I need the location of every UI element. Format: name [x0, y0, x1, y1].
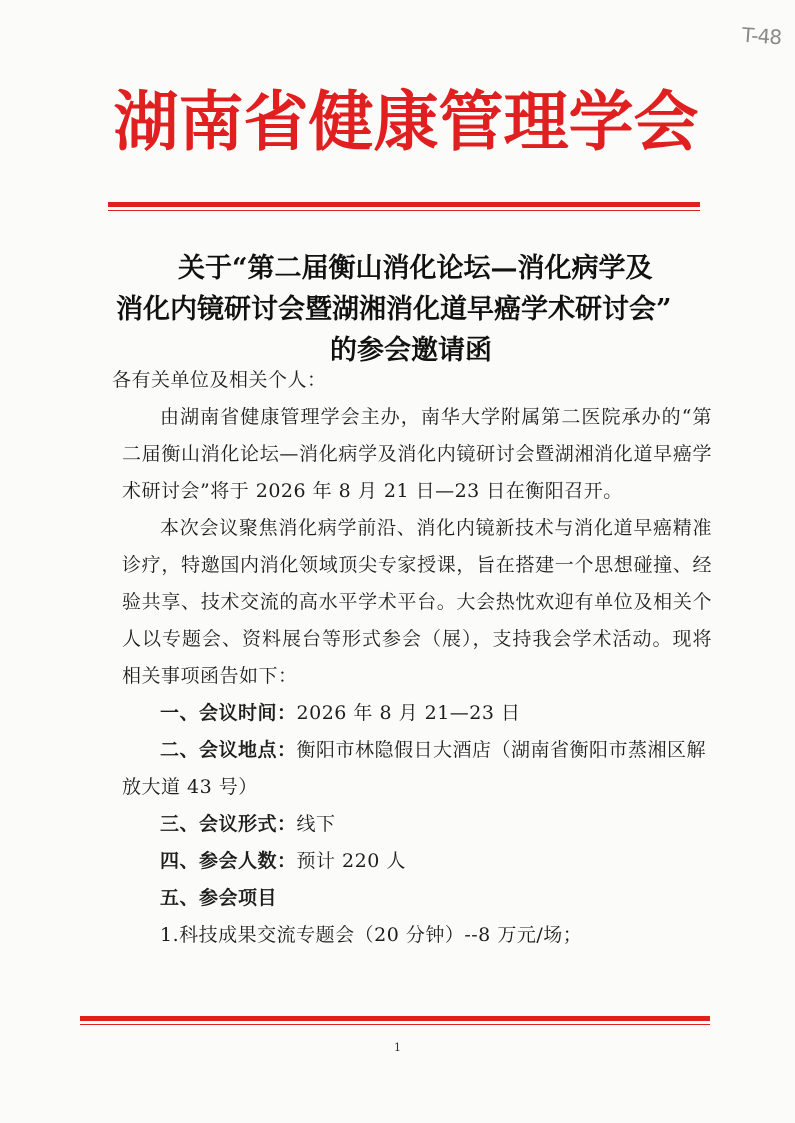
letterhead-org-name: 湖南省健康管理学会 [113, 85, 699, 160]
salutation: 各有关单位及相关个人： [112, 369, 327, 391]
title-line-1: 关于“第二届衡山消化论坛—消化病学及 [178, 253, 653, 284]
item-value: 衡阳市林隐假日大酒店（湖南省衡阳市蒸湘区解放大道 43 号） [122, 739, 707, 798]
item-label: 二、会议地点： [160, 739, 297, 761]
title-line-2: 消化内镜研讨会暨湖湘消化道早癌学术研讨会” [116, 294, 672, 325]
paragraph-intro: 由湖南省健康管理学会主办，南华大学附属第二医院承办的“第二届衡山消化论坛—消化病学及消化内镜研讨会暨湖湘消化道早癌学术研讨会”将于 2026 年 8 月 21 日—23 日在衡阳召开。 [122, 406, 712, 502]
document-title [108, 248, 708, 371]
letter-body [112, 362, 712, 954]
page-number: 1 [394, 1041, 401, 1054]
item-meeting-time [122, 695, 712, 732]
handwritten-page-mark: T-48 [741, 22, 782, 50]
item-label: 三、会议形式： [160, 813, 297, 835]
project-line-1: 1.科技成果交流专题会（20 分钟）--8 万元/场； [160, 924, 583, 946]
item-label: 一、会议时间： [160, 702, 297, 724]
paragraph-purpose: 本次会议聚焦消化病学前沿、消化内镜新技术与消化道早癌精准诊疗，特邀国内消化领域顶尖专家授课，旨在搭建一个思想碰撞、经验共享、技术交流的高水平学术平台。大会热忱欢迎有单位及相关个人以专题会、资料展台等形式参会（展），支持我会学术活动。现将相关事项函告如下： [122, 517, 712, 687]
item-meeting-venue [122, 732, 712, 806]
item-label: 四、参会人数： [160, 850, 297, 872]
item-value: 2026 年 8 月 21—23 日 [296, 702, 521, 724]
item-meeting-format [122, 806, 712, 843]
footer-divider-thick [80, 1016, 710, 1021]
item-attendee-count [122, 843, 712, 880]
footer-divider-thin [80, 1024, 710, 1025]
letterhead-divider-thick [108, 202, 700, 207]
item-participation-projects [122, 880, 712, 917]
item-value: 预计 220 人 [296, 850, 406, 872]
letterhead-divider-thin [108, 210, 700, 211]
item-value: 线下 [296, 813, 336, 835]
item-label: 五、参会项目 [160, 887, 278, 909]
title-line-3: 的参会邀请函 [330, 335, 492, 366]
